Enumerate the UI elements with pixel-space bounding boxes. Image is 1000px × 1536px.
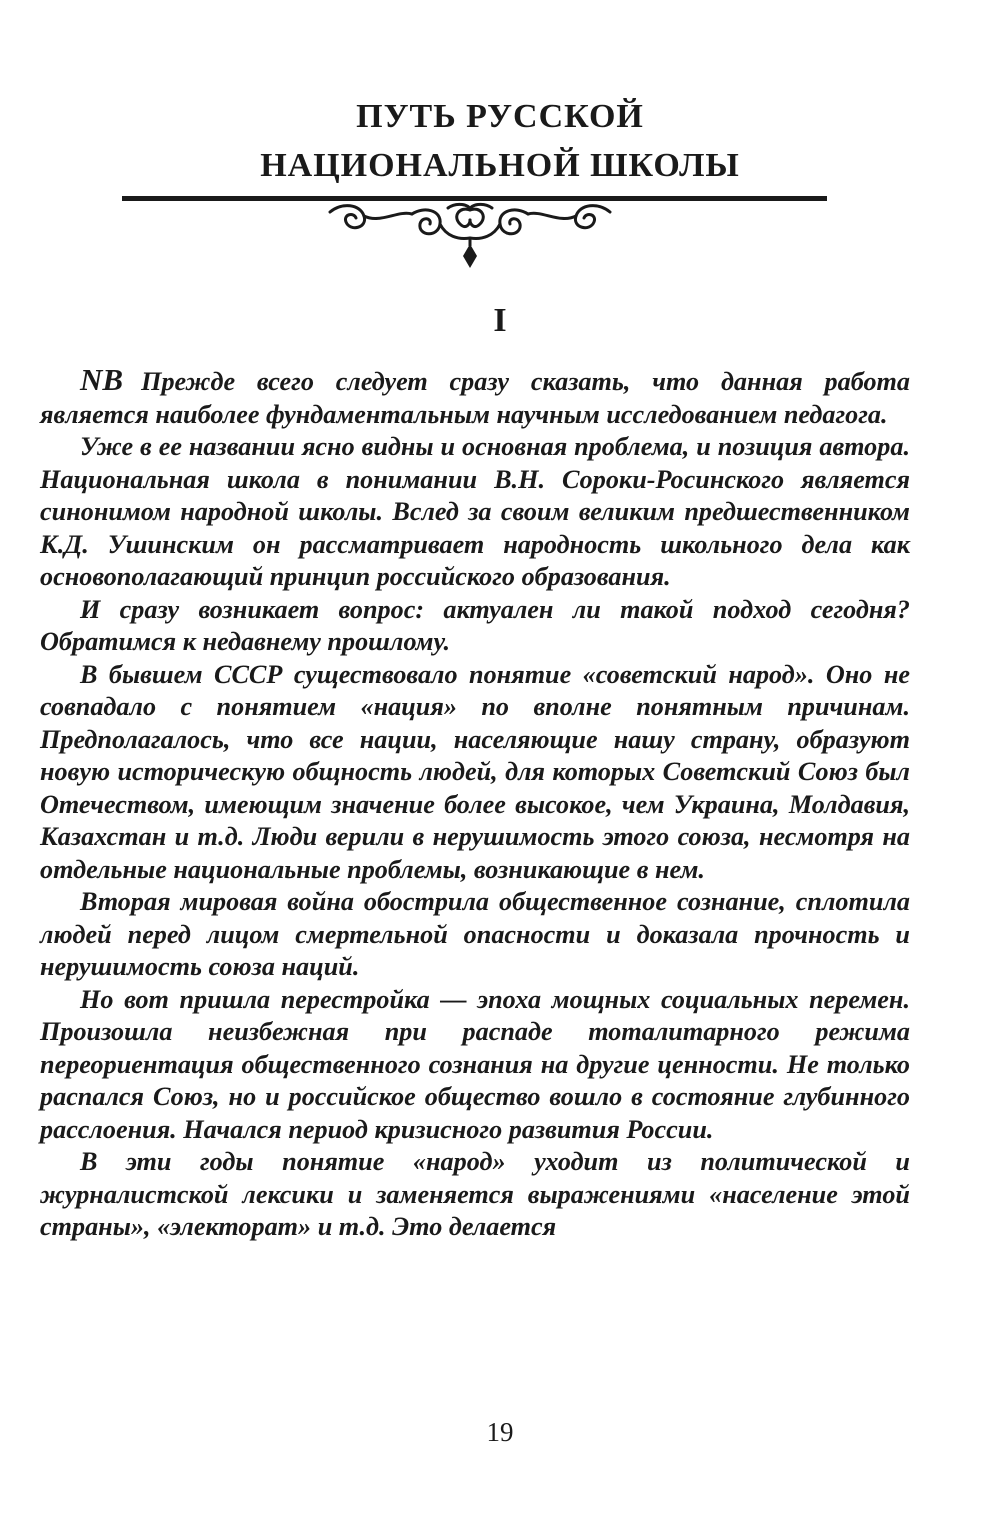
paragraph: В бывшем СССР существовало понятие «советский народ». Оно не совпадало с понятием «нация» по вполне понятным причинам. Предполагалось, что все нации, населяющие нашу страну, образуют новую историческую общность людей, для которых Советский Союз был Отечеством, имеющим значение более высокое, чем Украина, Молдавия, Казахстан и т.д. Люди верили в нерушимость этого союза, несмотря на отдельные национальные проблемы, возникающие в нем. [40,659,910,884]
paragraph: В эти годы понятие «народ» уходит из политической и журналистской лексики и заменяется выражениями «население этой страны», «электорат» и т.д. Это делается [40,1147,910,1241]
paragraph-text: Прежде всего следует сразу сказать, что данная работа является наиболее фундаментальным научным исследованием педагога. [40,367,910,429]
chapter-title-line-2: НАЦИОНАЛЬНОЙ ШКОЛЫ [260,147,740,184]
page-number: 19 [486,1417,514,1447]
paragraph: Но вот пришла перестройка — эпоха мощных социальных перемен. Произошла неизбежная при распаде тоталитарного режима переориентация общественного сознания на другие ценности. Не только распался Союз, но и российское общество вошло в состояние глубинного расслоения. Начался период кризисного развития России. [40,984,910,1144]
body-text [40,364,910,1244]
paragraph: Вторая мировая война обострила общественное сознание, сплотила людей перед лицом смертельной опасности и доказала прочность и нерушимость союза наций. [40,887,910,981]
section-number: I [493,302,507,339]
paragraph: И сразу возникает вопрос: актуален ли такой подход сегодня? Обратимся к недавнему прошлому. [40,594,910,656]
paragraph [40,364,910,431]
paragraph: Уже в ее названии ясно видны и основная проблема, и позиция автора. Национальная школа в понимании В.Н. Сороки-Росинского является синонимом народной школы. Вслед за своим великим предшественником К.Д. Ушинским он рассматривает народность школьного дела как основополагающий принцип российского образования. [40,432,910,591]
decorative-scroll-ornament-icon [320,200,620,272]
chapter-title-line-1: ПУТЬ РУССКОЙ [356,98,644,135]
nb-mark: NB [80,362,124,397]
